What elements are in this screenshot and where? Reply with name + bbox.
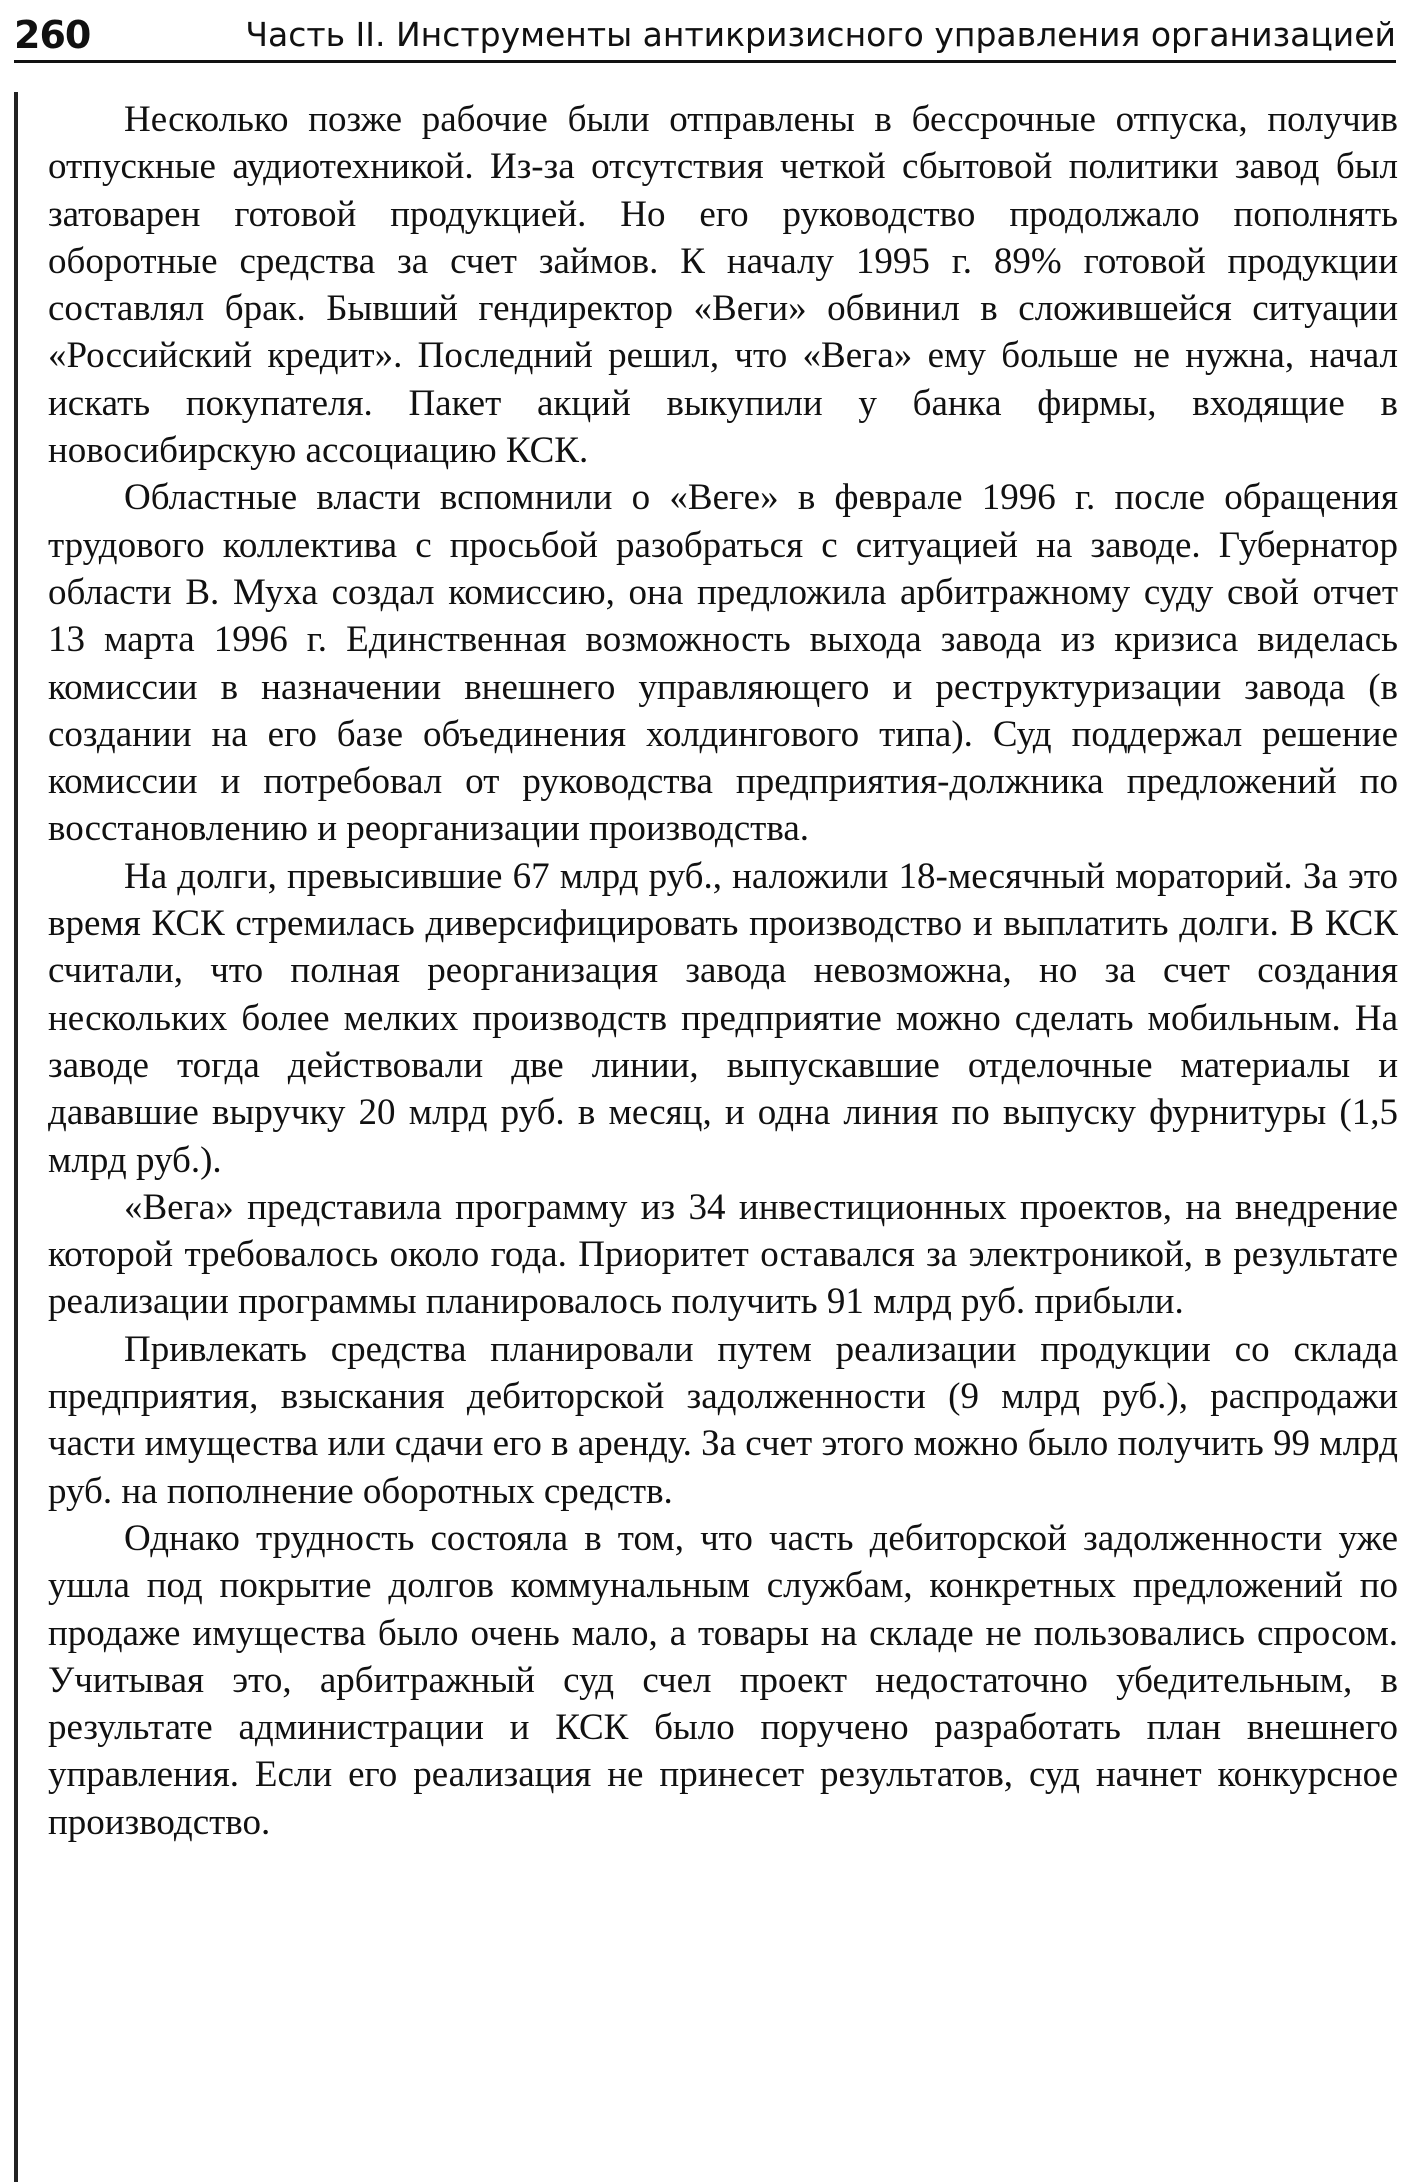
- page-number: 260: [14, 13, 91, 57]
- running-header: [14, 6, 1396, 63]
- paragraph: Несколько позже рабочие были отправлены в бессрочные отпуска, получив отпускные аудиотехникой. Из-за отсутствия четкой сбытовой политики завод был затоварен готовой продукцией. Но его руководство продолжало пополнять оборотные средства за счет займов. К началу 1995 г. 89% готовой продукции составлял брак. Бывший гендиректор «Веги» обвинил в сложившейся ситуации «Российский кредит». Последний решил, что «Вега» ему больше не нужна, начал искать покупателя. Пакет акций выкупили у банка фирмы, входящие в новосибирскую ассоциацию КСК.: [48, 99, 1398, 472]
- paragraph: Привлекать средства планировали путем реализации продукции со склада предприятия, взыскания дебиторской задолженности (9 млрд руб.), распродажи части имущества или сдачи его в аренду. За счет этого можно было получить 99 млрд руб. на пополнение оборотных средств.: [48, 1328, 1398, 1512]
- paragraph: «Вега» представила программу из 34 инвестиционных проектов, на внедрение которой требовалось около года. Приоритет оставался за электроникой, в результате реализации программы планировалось получить 91 млрд руб. прибыли.: [48, 1186, 1398, 1323]
- paragraph: Однако трудность состояла в том, что часть дебиторской задолженности уже ушла под покрытие долгов коммунальным службам, конкретных предложений по продаже имущества было очень мало, а товары на складе не пользовались спросом. Учитывая это, арбитражный суд счел проект недостаточно убедительным, в результате администрации и КСК было поручено разработать план внешнего управления. Если его реализация не принесет результатов, суд начнет конкурсное производство.: [48, 1517, 1398, 1843]
- chapter-title: Часть II. Инструменты антикризисного управления организацией: [245, 15, 1396, 54]
- paragraph: Областные власти вспомнили о «Веге» в феврале 1996 г. после обращения трудового коллектива с просьбой разобраться с ситуацией на заводе. Губернатор области В. Муха создал комиссию, она предложила арбитражному суду свой отчет 13 марта 1996 г. Единственная возможность выхода завода из кризиса виделась комиссии в назначении внешнего управляющего и реструктуризации завода (в создании на его базе объединения холдингового типа). Суд поддержал решение комиссии и потребовал от руководства предприятия-должника предложений по восстановлению и реорганизации производства.: [48, 477, 1398, 850]
- margin-line: [14, 92, 18, 2182]
- main-text: [48, 96, 1398, 1846]
- paragraph: На долги, превысившие 67 млрд руб., наложили 18-месячный мораторий. За это время КСК стремилась диверсифицировать производство и выплатить долги. В КСК считали, что полная реорганизация завода невозможна, но за счет создания нескольких более мелких производств предприятие можно сделать мобильным. На заводе тогда действовали две линии, выпускавшие отделочные материалы и дававшие выручку 20 млрд руб. в месяц, и одна линия по выпуску фурнитуры (1,5 млрд руб.).: [48, 855, 1398, 1181]
